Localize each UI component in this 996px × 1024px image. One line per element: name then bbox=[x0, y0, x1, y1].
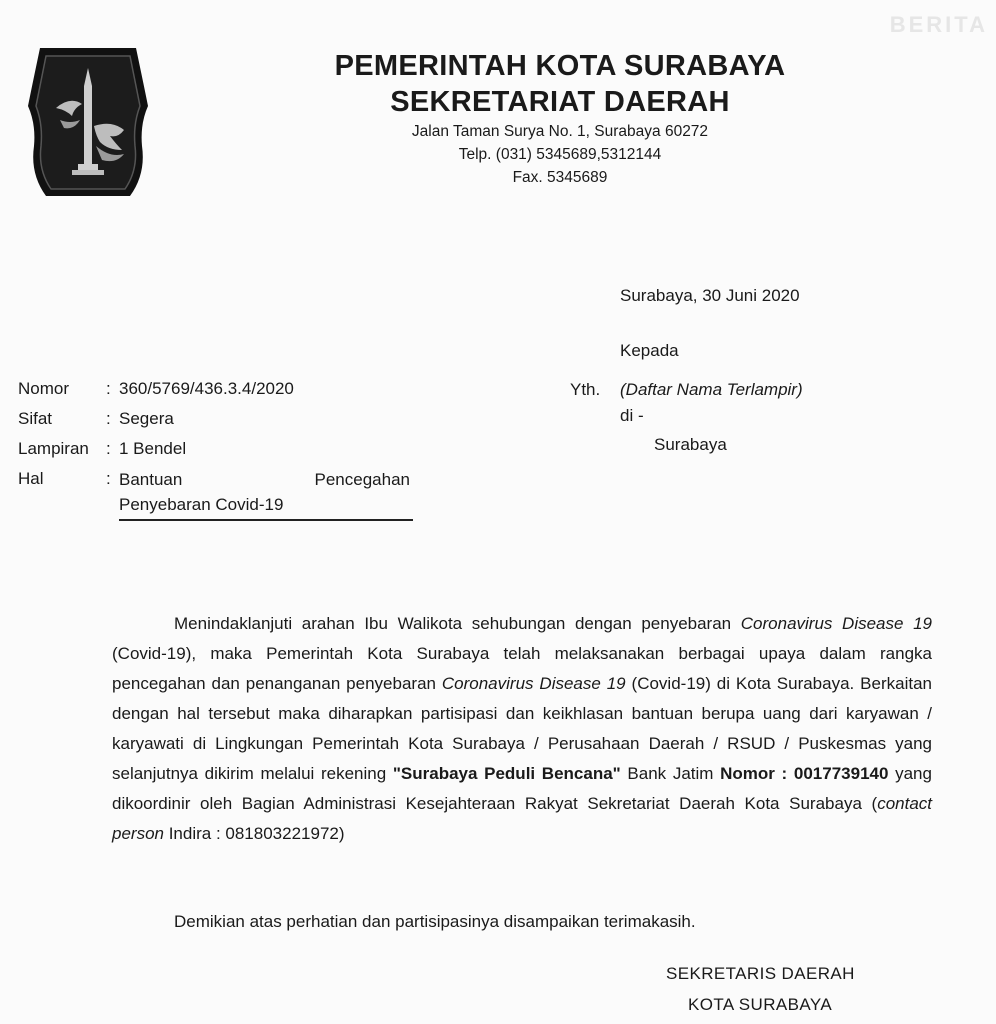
letterhead-address: Jalan Taman Surya No. 1, Surabaya 60272 bbox=[411, 123, 709, 140]
meta-hal-value-line1: Bantuan Pencegahan bbox=[119, 470, 410, 489]
meta-hal-label: Hal bbox=[18, 469, 44, 488]
letterhead-fax: Fax. 5345689 bbox=[512, 169, 608, 186]
meta-sifat-value: Segera bbox=[119, 409, 174, 428]
account-name: "Surabaya Peduli Bencana" bbox=[392, 764, 621, 783]
body-text-segment: Bank Jatim bbox=[620, 764, 721, 783]
letterhead-title-government: PEMERINTAH KOTA SURABAYA bbox=[334, 50, 786, 82]
recipient-yth-value: (Daftar Nama Terlampir) bbox=[620, 380, 803, 399]
recipient-kepada: Kepada bbox=[620, 341, 679, 360]
body-text-segment: yang dikoordinir oleh Bagian Administrasi Kesejahteraan Rakyat Sekretariat Daerah Kota Surabaya ( bbox=[112, 764, 932, 813]
meta-lampiran-label: Lampiran bbox=[18, 439, 89, 458]
body-text-italic: contact person bbox=[112, 794, 932, 843]
signature-organization: KOTA SURABAYA bbox=[688, 995, 833, 1014]
body-text-italic: Coronavirus Disease 19 bbox=[441, 674, 626, 693]
meta-colon: : bbox=[106, 379, 111, 398]
body-text-segment: Indira : 081803221972) bbox=[163, 824, 345, 843]
body-text-segment: Menindaklanjuti arahan Ibu Walikota sehubungan dengan penyebaran bbox=[174, 614, 741, 633]
letterhead-title-secretariat: SEKRETARIAT DAERAH bbox=[390, 86, 730, 118]
meta-lampiran-value: 1 Bendel bbox=[119, 439, 187, 458]
meta-colon: : bbox=[106, 469, 111, 488]
watermark-text: BERITA bbox=[889, 12, 988, 37]
letter-date: Surabaya, 30 Juni 2020 bbox=[620, 286, 800, 305]
letter-body-paragraph bbox=[112, 609, 932, 849]
meta-colon: : bbox=[106, 439, 111, 458]
body-text-segment: (Covid-19), maka Pemerintah Kota Surabaya telah melaksanakan berbagai upaya dalam rangka pencegahan dan penanganan penyebaran bbox=[112, 644, 932, 693]
account-number: Nomor : 0017739140 bbox=[720, 764, 889, 783]
recipient-yth-label: Yth. bbox=[570, 380, 601, 399]
body-text-segment: (Covid-19) di Kota Surabaya. Berkaitan dengan hal tersebut maka diharapkan partisipasi dan keikhlasan bantuan berupa uang dari karyawan / karyawati di Lingkungan Pemerintah Kota Surabaya / Perusahaan Daerah / RSUD / Puskesmas yang selanjutnya dikirim melalui rekening bbox=[112, 674, 932, 783]
meta-sifat-label: Sifat bbox=[18, 409, 53, 428]
subject-underline bbox=[119, 519, 413, 521]
signature-title: SEKRETARIS DAERAH bbox=[666, 964, 855, 983]
meta-nomor-value: 360/5769/436.3.4/2020 bbox=[119, 379, 294, 398]
meta-colon: : bbox=[106, 409, 111, 428]
recipient-city: Surabaya bbox=[654, 435, 727, 454]
meta-hal-value-line2: Penyebaran Covid-19 bbox=[119, 495, 284, 514]
recipient-di: di - bbox=[620, 406, 644, 425]
surabaya-emblem-logo bbox=[26, 46, 150, 198]
meta-nomor-label: Nomor bbox=[18, 379, 70, 398]
closing-sentence: Demikian atas perhatian dan partisipasinya disampaikan terimakasih. bbox=[174, 912, 696, 931]
letterhead bbox=[300, 48, 820, 189]
body-text-italic: Coronavirus Disease 19 bbox=[740, 614, 932, 633]
letterhead-telephone: Telp. (031) 5345689,5312144 bbox=[458, 146, 662, 163]
